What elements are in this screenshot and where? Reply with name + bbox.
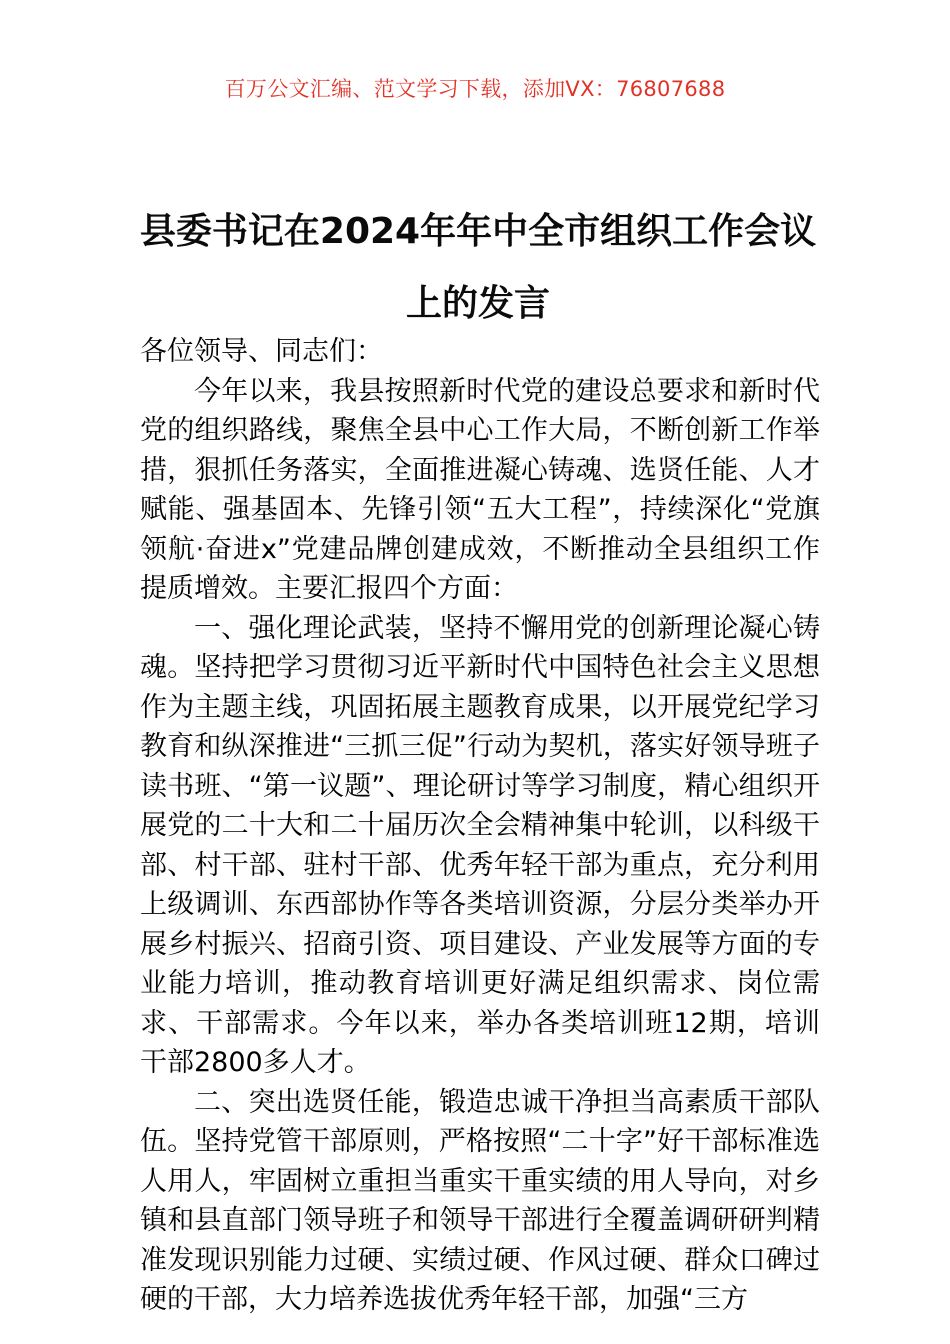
paragraph-salutation: 各位领导、同志们：	[140, 336, 383, 367]
page-title: 县委书记在2024年年中全市组织工作会议上的发言	[139, 211, 817, 325]
paragraph-opening: 今年以来，我县按照新时代党的建设总要求和新时代党的组织路线，聚焦全县中心工作大局，不断创新工作举措，狠抓任务落实，全面推进凝心铸魂、选贤任能、人才赋能、强基固本、先锋引领“五大工程”，持续深化“党旗领航·奋进x”党建品牌创建成效，不断推动全县组织工作提质增效。主要汇报四个方面：	[140, 375, 820, 604]
document-body	[140, 332, 820, 1320]
promo-banner: 百万公文汇编、范文学习下载，添加VX：76807688	[224, 77, 726, 101]
paragraph-section-one: 一、强化理论武装，坚持不懈用党的创新理论凝心铸魂。坚持把学习贯彻习近平新时代中国特色社会主义思想作为主题主线，巩固拓展主题教育成果，以开展党纪学习教育和纵深推进“三抓三促”行动为契机，落实好领导班子读书班、“第一议题”、理论研讨等学习制度，精心组织开展党的二十大和二十届历次全会精神集中轮训，以科级干部、村干部、驻村干部、优秀年轻干部为重点，充分利用上级调训、东西部协作等各类培训资源，分层分类举办开展乡村振兴、招商引资、项目建设、产业发展等方面的专业能力培训，推动教育培训更好满足组织需求、岗位需求、干部需求。今年以来，举办各类培训班12期，培训干部2800多人才。	[140, 612, 820, 1078]
paragraph-section-two: 二、突出选贤任能，锻造忠诚干净担当高素质干部队伍。坚持党管干部原则，严格按照“二十字”好干部标准选人用人，牢固树立重担当重实干重实绩的用人导向，对乡镇和县直部门领导班子和领导干部进行全覆盖调研研判精准发现识别能力过硬、实绩过硬、作风过硬、群众口碑过硬的干部，大力培养选拔优秀年轻干部，加强“三方	[140, 1086, 820, 1315]
